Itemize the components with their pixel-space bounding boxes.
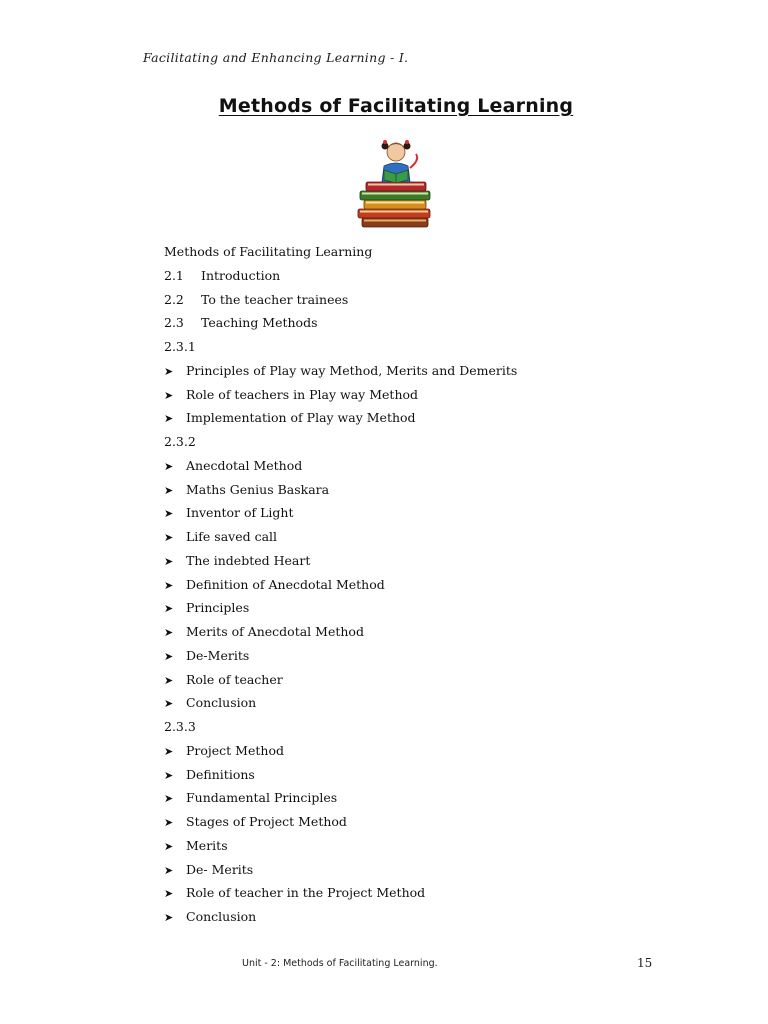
toc-heading: Methods of Facilitating Learning bbox=[164, 244, 373, 259]
toc-item-label: Inventor of Light bbox=[186, 505, 294, 521]
book-stack bbox=[358, 182, 430, 227]
toc-section-number: 2.3.1 bbox=[164, 339, 196, 354]
arrow-bullet-icon: ➤ bbox=[164, 816, 174, 829]
toc-item-label: Teaching Methods bbox=[201, 315, 318, 331]
toc-bullet-item bbox=[164, 788, 684, 812]
toc-bullet-item bbox=[164, 765, 684, 789]
arrow-bullet-icon: ➤ bbox=[164, 744, 174, 758]
toc-item-number: 2.3 bbox=[164, 315, 184, 331]
page-title: Methods of Facilitating Learning bbox=[218, 95, 574, 117]
arrow-bullet-icon: ➤ bbox=[164, 412, 174, 426]
toc-item-label: Principles of Play way Method, Merits and Demerits bbox=[186, 362, 518, 378]
toc-bullet-item bbox=[164, 670, 684, 694]
toc-bullet-item bbox=[164, 883, 684, 907]
arrow-bullet-icon: ➤ bbox=[164, 697, 174, 711]
arrow-bullet-icon: ➤ bbox=[164, 649, 174, 663]
toc-item-label: Implementation of Play way Method bbox=[186, 410, 416, 426]
girl-figure bbox=[382, 140, 418, 183]
toc-bullet-item bbox=[164, 385, 684, 409]
footer-unit-title: Unit - 2: Methods of Facilitating Learning. bbox=[242, 958, 438, 969]
toc-bullet-item bbox=[164, 456, 684, 480]
toc-bullet-item bbox=[164, 860, 684, 884]
toc-numbered-item bbox=[164, 290, 684, 314]
toc-bullet-item bbox=[164, 741, 684, 765]
arrow-bullet-icon: ➤ bbox=[164, 839, 174, 853]
arrow-bullet-icon: ➤ bbox=[164, 531, 174, 544]
toc-item-label: Conclusion bbox=[186, 695, 257, 711]
arrow-bullet-icon: ➤ bbox=[164, 459, 174, 473]
toc-bullet-item bbox=[164, 836, 684, 860]
toc-numbered-item bbox=[164, 266, 684, 290]
page-number: 15 bbox=[637, 956, 653, 970]
toc-section-number: 2.3.2 bbox=[164, 434, 196, 449]
toc-item-label: Role of teachers in Play way Method bbox=[186, 386, 419, 402]
arrow-bullet-icon: ➤ bbox=[164, 364, 174, 378]
toc-item-label: De-Merits bbox=[186, 647, 250, 663]
arrow-bullet-icon: ➤ bbox=[164, 554, 174, 568]
toc-bullet-item bbox=[164, 646, 684, 670]
toc-item-label: Role of teacher in the Project Method bbox=[186, 885, 426, 901]
toc-item-label: Stages of Project Method bbox=[186, 814, 347, 829]
toc-item-label: Life saved call bbox=[186, 529, 278, 544]
arrow-bullet-icon: ➤ bbox=[164, 911, 174, 924]
toc-bullet-item bbox=[164, 575, 684, 599]
toc-bullet-item bbox=[164, 622, 684, 646]
toc-item-label: Anecdotal Method bbox=[186, 457, 303, 473]
toc-bullet-item bbox=[164, 408, 684, 432]
running-header: Facilitating and Enhancing Learning - I. bbox=[143, 50, 409, 65]
toc-item-label: Role of teacher bbox=[186, 671, 283, 687]
toc-item-label: Definitions bbox=[186, 766, 255, 782]
toc-bullet-item bbox=[164, 361, 684, 385]
toc-item-label: Definition of Anecdotal Method bbox=[186, 576, 385, 592]
toc-item-label: Fundamental Principles bbox=[186, 790, 338, 806]
arrow-bullet-icon: ➤ bbox=[164, 626, 174, 639]
toc-item-number: 2.2 bbox=[164, 291, 184, 307]
arrow-bullet-icon: ➤ bbox=[164, 673, 174, 687]
toc-item-label: Merits bbox=[186, 837, 228, 853]
toc-bullet-item bbox=[164, 503, 684, 527]
toc-bullet-item bbox=[164, 693, 684, 717]
toc-bullet-item bbox=[164, 598, 684, 622]
toc-item-label: To the teacher trainees bbox=[201, 291, 349, 307]
arrow-bullet-icon: ➤ bbox=[164, 388, 174, 402]
toc-bullet-item bbox=[164, 907, 684, 931]
arrow-bullet-icon: ➤ bbox=[164, 602, 174, 616]
toc-item-label: Principles bbox=[186, 600, 250, 616]
toc-bullet-item bbox=[164, 480, 684, 504]
arrow-bullet-icon: ➤ bbox=[164, 863, 174, 877]
arrow-bullet-icon: ➤ bbox=[164, 887, 174, 901]
toc-section-number: 2.3.3 bbox=[164, 719, 196, 734]
toc-item-label: Conclusion bbox=[186, 909, 257, 924]
arrow-bullet-icon: ➤ bbox=[164, 507, 174, 521]
toc-item-label: De- Merits bbox=[186, 861, 254, 877]
toc-item-label: Merits of Anecdotal Method bbox=[186, 624, 364, 639]
girl-reading-on-book-stack-icon bbox=[354, 132, 438, 236]
toc-bullet-item bbox=[164, 812, 684, 836]
toc-item-number: 2.1 bbox=[164, 267, 184, 283]
arrow-bullet-icon: ➤ bbox=[164, 768, 174, 782]
table-of-contents bbox=[164, 242, 684, 931]
arrow-bullet-icon: ➤ bbox=[164, 792, 174, 806]
arrow-bullet-icon: ➤ bbox=[164, 578, 174, 592]
toc-item-label: The indebted Heart bbox=[186, 552, 311, 568]
toc-numbered-item bbox=[164, 313, 684, 337]
arrow-bullet-icon: ➤ bbox=[164, 483, 174, 497]
toc-item-label: Introduction bbox=[201, 267, 281, 283]
toc-item-label: Project Method bbox=[186, 742, 284, 758]
toc-bullet-item bbox=[164, 527, 684, 551]
toc-bullet-item bbox=[164, 551, 684, 575]
toc-item-label: Maths Genius Baskara bbox=[186, 481, 330, 497]
